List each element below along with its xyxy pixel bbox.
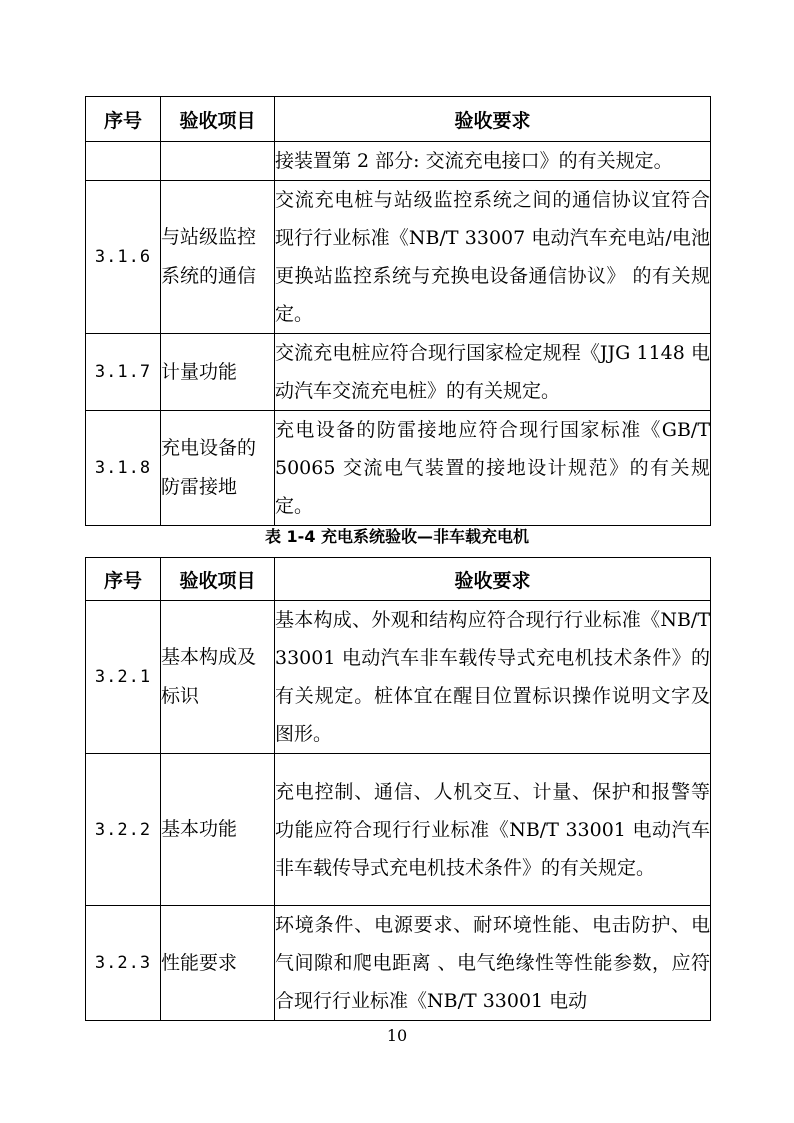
table-row (86, 334, 711, 411)
header-item: 验收项目 (161, 558, 275, 601)
header-seq: 序号 (86, 558, 161, 601)
row-requirement: 充电控制、通信、人机交互、计量、保护和报警等功能应符合现行行业标准《NB/T 33001 电动汽车非车载传导式充电机技术条件》的有关规定。 (275, 754, 711, 906)
table-row (86, 142, 711, 181)
row-item: 计量功能 (161, 334, 275, 411)
row-item (161, 142, 275, 181)
row-requirement: 环境条件、电源要求、耐环境性能、电击防护、电气间隙和爬电距离 、电气绝缘性等性能参数，应符合现行行业标准《NB/T 33001 电动 (275, 906, 711, 1021)
table-row (86, 411, 711, 526)
row-requirement: 基本构成、外观和结构应符合现行行业标准《NB/T 33001 电动汽车非车载传导式充电机技术条件》的有关规定。桩体宜在醒目位置标识操作说明文字及图形。 (275, 601, 711, 754)
table-row (86, 181, 711, 334)
row-seq: 3.2.3 (86, 906, 161, 1021)
header-seq: 序号 (86, 97, 161, 142)
row-requirement: 交流充电桩与站级监控系统之间的通信协议宜符合现行行业标准《NB/T 33007 电动汽车充电站/电池更换站监控系统与充换电设备通信协议》 的有关规定。 (275, 181, 711, 334)
row-seq (86, 142, 161, 181)
row-requirement: 接装置第 2 部分: 交流充电接口》的有关规定。 (275, 142, 711, 181)
header-requirement: 验收要求 (275, 97, 711, 142)
row-seq: 3.1.8 (86, 411, 161, 526)
row-seq: 3.2.2 (86, 754, 161, 906)
row-seq: 3.2.1 (86, 601, 161, 754)
row-item: 与站级监控系统的通信 (161, 181, 275, 334)
table-header-row (86, 97, 711, 142)
row-item: 充电设备的防雷接地 (161, 411, 275, 526)
page-number: 10 (386, 1026, 408, 1045)
table-row (86, 906, 711, 1021)
acceptance-table-2 (85, 557, 711, 1021)
row-seq: 3.1.6 (86, 181, 161, 334)
table-caption: 表 1-4 充电系统验收—非车载充电机 (264, 527, 530, 546)
row-seq: 3.1.7 (86, 334, 161, 411)
table-row (86, 754, 711, 906)
row-requirement: 交流充电桩应符合现行国家检定规程《JJG 1148 电动汽车交流充电桩》的有关规定。 (275, 334, 711, 411)
header-requirement: 验收要求 (275, 558, 711, 601)
acceptance-table-1 (85, 96, 711, 526)
row-requirement: 充电设备的防雷接地应符合现行国家标准《GB/T 50065 交流电气装置的接地设计规范》的有关规定。 (275, 411, 711, 526)
header-item: 验收项目 (161, 97, 275, 142)
table-header-row (86, 558, 711, 601)
row-item: 基本功能 (161, 754, 275, 906)
row-item: 性能要求 (161, 906, 275, 1021)
row-item: 基本构成及标识 (161, 601, 275, 754)
table-row (86, 601, 711, 754)
